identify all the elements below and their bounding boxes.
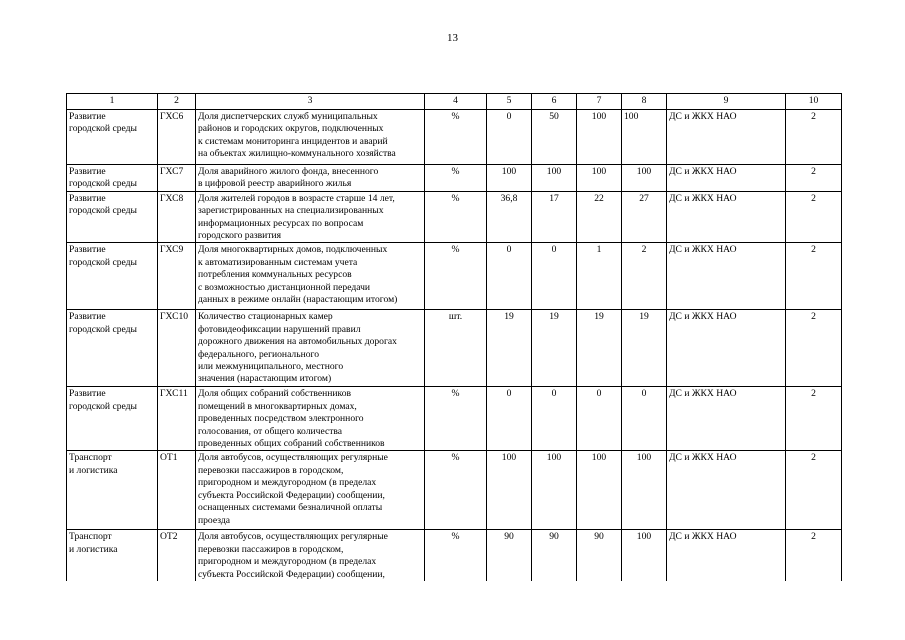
cell-responsible: ДС и ЖКХ НАО	[667, 165, 786, 192]
cell-value: 0	[532, 387, 577, 451]
page-number: 13	[447, 32, 458, 44]
cell-responsible: ДС и ЖКХ НАО	[667, 243, 786, 310]
header-cell: 5	[487, 94, 532, 110]
cell-value: 100	[577, 110, 622, 165]
cell-value: 19	[577, 310, 622, 387]
header-cell: 8	[622, 94, 667, 110]
cell-value: 50	[532, 110, 577, 165]
cell-value: 100	[577, 451, 622, 530]
cell-code: ОТ2	[158, 530, 196, 582]
cell-code: ГХС7	[158, 165, 196, 192]
cell-value: 22	[577, 191, 622, 243]
cell-description: Доля автобусов, осуществляющих регулярные перевозки пассажиров в городском, пригородном и междугородном (в пределах субъекта Российской Федерации) сообщении,	[196, 530, 425, 582]
header-cell: 1	[67, 94, 158, 110]
cell-responsible: ДС и ЖКХ НАО	[667, 110, 786, 165]
cell-description: Доля диспетчерских служб муниципальных районов и городских округов, подключенных к системам мониторинга инцидентов и аварий на объектах жилищно-коммунального хозяйства	[196, 110, 425, 165]
cell-value: 17	[532, 191, 577, 243]
cell-value: 0	[577, 387, 622, 451]
cell-code: ГХС11	[158, 387, 196, 451]
cell-responsible: ДС и ЖКХ НАО	[667, 191, 786, 243]
cell-value: 0	[622, 387, 667, 451]
cell-unit: %	[425, 165, 487, 192]
cell-value: 36,8	[487, 191, 532, 243]
cell-value: 0	[487, 387, 532, 451]
cell-value: 100	[487, 451, 532, 530]
cell-value: 0	[487, 110, 532, 165]
cell-description: Доля общих собраний собственников помещений в многоквартирных домах, проведенных посредством электронного голосования, от общего количества проведенных общих собраний собственников	[196, 387, 425, 451]
cell-col10: 2	[786, 387, 842, 451]
cell-col10: 2	[786, 110, 842, 165]
cell-unit: %	[425, 451, 487, 530]
table-row	[67, 530, 842, 582]
cell-code: ГХС8	[158, 191, 196, 243]
cell-value: 1	[577, 243, 622, 310]
cell-code: ГХС10	[158, 310, 196, 387]
cell-area: Транспорт и логистика	[67, 451, 158, 530]
cell-value: 2	[622, 243, 667, 310]
cell-value: 100	[487, 165, 532, 192]
cell-code: ГХС9	[158, 243, 196, 310]
cell-responsible: ДС и ЖКХ НАО	[667, 451, 786, 530]
cell-responsible: ДС и ЖКХ НАО	[667, 387, 786, 451]
cell-value: 19	[487, 310, 532, 387]
cell-description: Доля многоквартирных домов, подключенных к автоматизированным системам учета потребления коммунальных ресурсов с возможностью дистанционной передачи данных в режиме онлайн (нарастающим итогом)	[196, 243, 425, 310]
cell-description: Доля аварийного жилого фонда, внесенного в цифровой реестр аварийного жилья	[196, 165, 425, 192]
cell-code: ОТ1	[158, 451, 196, 530]
cell-unit: шт.	[425, 310, 487, 387]
cell-col10: 2	[786, 191, 842, 243]
cell-col10: 2	[786, 310, 842, 387]
cell-value: 100	[622, 165, 667, 192]
cell-value: 100	[622, 530, 667, 582]
cell-area: Развитие городской среды	[67, 387, 158, 451]
table-row	[67, 387, 842, 451]
cell-unit: %	[425, 387, 487, 451]
cell-code: ГХС6	[158, 110, 196, 165]
cell-area: Развитие городской среды	[67, 243, 158, 310]
table-row	[67, 310, 842, 387]
header-cell: 4	[425, 94, 487, 110]
header-cell: 6	[532, 94, 577, 110]
cell-description: Доля автобусов, осуществляющих регулярные перевозки пассажиров в городском, пригородном и междугородном (в пределах субъекта Российской Федерации) сообщении, оснащенных системами безналичной оплаты проезда	[196, 451, 425, 530]
table-row	[67, 110, 842, 165]
cell-value: 0	[487, 243, 532, 310]
cell-value: 90	[532, 530, 577, 582]
cell-area: Развитие городской среды	[67, 165, 158, 192]
cell-description: Количество стационарных камер фотовидеофиксации нарушений правил дорожного движения на автомобильных дорогах федерального, регионального или межмуниципального, местного значения (нарастающим итогом)	[196, 310, 425, 387]
cell-col10: 2	[786, 165, 842, 192]
header-row	[67, 94, 842, 110]
header-cell: 7	[577, 94, 622, 110]
cell-value: 100	[622, 110, 667, 165]
cell-area: Развитие городской среды	[67, 110, 158, 165]
header-cell: 10	[786, 94, 842, 110]
cell-area: Развитие городской среды	[67, 310, 158, 387]
cell-area: Развитие городской среды	[67, 191, 158, 243]
cell-col10: 2	[786, 451, 842, 530]
cell-unit: %	[425, 243, 487, 310]
cell-value: 19	[622, 310, 667, 387]
indicators-table	[66, 93, 842, 581]
cell-unit: %	[425, 191, 487, 243]
cell-responsible: ДС и ЖКХ НАО	[667, 530, 786, 582]
cell-value: 90	[487, 530, 532, 582]
cell-value: 27	[622, 191, 667, 243]
cell-value: 90	[577, 530, 622, 582]
cell-value: 0	[532, 243, 577, 310]
table-row	[67, 165, 842, 192]
header-cell: 2	[158, 94, 196, 110]
cell-value: 100	[532, 165, 577, 192]
cell-area: Транспорт и логистика	[67, 530, 158, 582]
header-cell: 3	[196, 94, 425, 110]
cell-description: Доля жителей городов в возрасте старше 14 лет, зарегистрированных на специализированных информационных ресурсах по вопросам городского развития	[196, 191, 425, 243]
cell-unit: %	[425, 530, 487, 582]
cell-value: 100	[622, 451, 667, 530]
table-row	[67, 191, 842, 243]
table-row	[67, 451, 842, 530]
cell-value: 100	[532, 451, 577, 530]
cell-value: 19	[532, 310, 577, 387]
cell-value: 100	[577, 165, 622, 192]
cell-col10: 2	[786, 243, 842, 310]
header-cell: 9	[667, 94, 786, 110]
table-row	[67, 243, 842, 310]
cell-unit: %	[425, 110, 487, 165]
cell-responsible: ДС и ЖКХ НАО	[667, 310, 786, 387]
cell-col10: 2	[786, 530, 842, 582]
